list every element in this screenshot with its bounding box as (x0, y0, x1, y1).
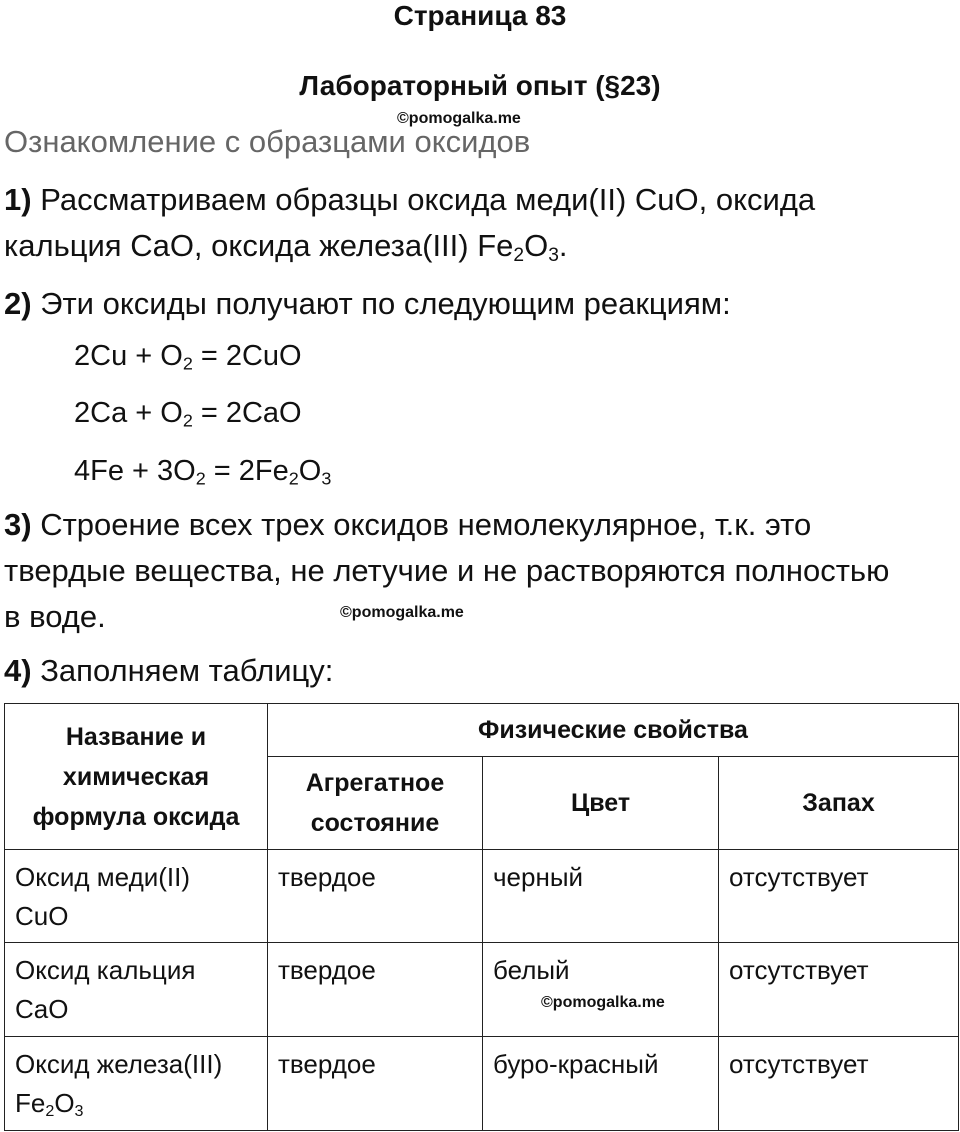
equation-part: O (298, 455, 322, 487)
oxide-name-cell (5, 943, 268, 1037)
step-text: Эти оксиды получают по следующим реакциям: (40, 286, 731, 321)
state-cell: твердое (268, 850, 483, 943)
equation (74, 455, 331, 488)
subscript: 2 (45, 1102, 55, 1121)
subscript: 2 (182, 410, 193, 431)
step-text: твердые вещества, не летучие и не растворяются полностью (4, 553, 890, 588)
subtitle: Ознакомление с образцами оксидов (4, 124, 531, 159)
header-name: Название и химическая формула оксида (5, 704, 268, 850)
step-text: Рассматриваем образцы оксида меди(II) CuO, оксида (40, 182, 816, 217)
oxide-name: Оксид меди(II) (15, 862, 191, 892)
subscript: 3 (74, 1102, 84, 1121)
step-text: в воде. (4, 599, 106, 634)
equation-part: = 2Fe (205, 455, 289, 487)
step-number: 3) (4, 507, 32, 542)
subscript: 2 (195, 468, 206, 489)
equation-part: 4Fe + 3O (74, 455, 196, 487)
oxide-name-cell (5, 850, 268, 943)
step-text: кальция CaO, оксида железа(III) Fe (4, 228, 514, 263)
color-cell (483, 943, 719, 1037)
state-cell: твердое (268, 1037, 483, 1131)
subscript: 3 (321, 468, 332, 489)
state-cell: твердое (268, 943, 483, 1037)
smell-cell: отсутствует (719, 850, 959, 943)
header-smell: Запах (719, 757, 959, 850)
step-1 (4, 177, 815, 269)
subscript: 2 (513, 244, 525, 266)
oxide-name: Оксид железа(III) (15, 1049, 223, 1079)
color-value: белый (493, 955, 570, 985)
step-4 (4, 648, 333, 694)
step-2 (4, 281, 731, 327)
page-title: Страница 83 (393, 0, 567, 31)
equation-part: = 2CuO (192, 340, 302, 372)
formula-part: O (54, 1088, 75, 1118)
equation (74, 340, 302, 373)
watermark: ©pomogalka.me (541, 994, 665, 1011)
watermark: ©pomogalka.me (340, 604, 464, 621)
equation (74, 397, 302, 430)
smell-cell: отсутствует (719, 943, 959, 1037)
formula-part: O (524, 228, 549, 263)
table-row (5, 1037, 959, 1131)
table-row (5, 943, 959, 1037)
oxides-table (4, 703, 959, 1131)
step-number: 1) (4, 182, 32, 217)
color-cell: буро-красный (483, 1037, 719, 1131)
smell-cell: отсутствует (719, 1037, 959, 1131)
equation-part: 2Ca + O (74, 397, 183, 429)
subscript: 2 (288, 468, 299, 489)
header-physical-properties: Физические свойства (268, 704, 959, 757)
oxide-formula: CuO (15, 901, 69, 931)
watermark: ©pomogalka.me (397, 110, 521, 127)
equation-part: = 2CaO (192, 397, 302, 429)
equation-part: 2Cu + O (74, 340, 183, 372)
subscript: 3 (548, 244, 559, 266)
oxide-name: Оксид кальция (15, 955, 196, 985)
header-color: Цвет (483, 757, 719, 850)
oxide-formula (15, 1088, 84, 1121)
punctuation: . (558, 228, 568, 263)
header-state: Агрегатное состояние (268, 757, 483, 850)
formula-part: Fe (15, 1088, 46, 1118)
lab-title: Лабораторный опыт (§23) (299, 70, 661, 101)
step-text: Заполняем таблицу: (40, 653, 334, 688)
step-number: 2) (4, 286, 32, 321)
step-number: 4) (4, 653, 32, 688)
subscript: 2 (182, 353, 193, 374)
step-text: Строение всех трех оксидов немолекулярное, т.к. это (40, 507, 812, 542)
color-cell: черный (483, 850, 719, 943)
oxide-formula: CaO (15, 994, 69, 1024)
oxide-name-cell (5, 1037, 268, 1131)
table-row (5, 850, 959, 943)
